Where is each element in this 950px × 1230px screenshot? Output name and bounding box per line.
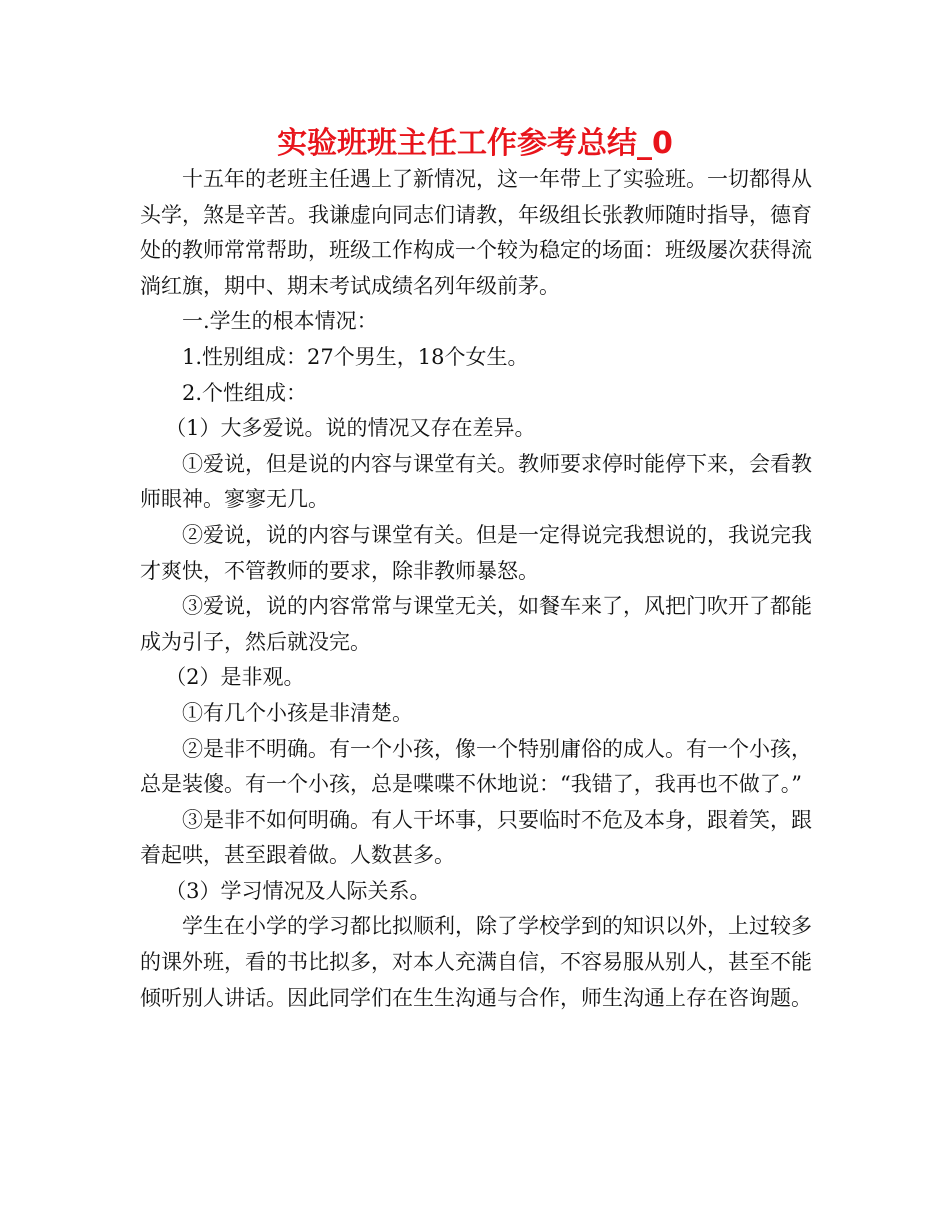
paragraph-point-2: ②是非不明确。有一个小孩，像一个特别庸俗的成人。有一个小孩，总是装傻。有一个小孩，总是喋喋不休地说：“我错了，我再也不做了。” [140,736,812,797]
list-item-gender: 1.性别组成：27个男生，18个女生。 [182,344,529,369]
list-item-personality: 2.个性组成： [182,380,308,405]
document-body [140,162,812,1016]
paragraph-point-2: ②爱说，说的内容与课堂有关。但是一定得说完我想说的，我说完我才爽快，不管教师的要求，除非教师暴怒。 [140,522,812,583]
paragraph-point-1: ①有几个小孩是非清楚。 [182,700,413,725]
subsection-heading-right-wrong: （2）是非观。 [165,665,305,690]
document-title: 实验班班主任工作参考总结_0 [277,126,673,161]
section-heading: 一.学生的根本情况： [182,309,378,334]
paragraph-point-3: ③爱说，说的内容常常与课堂无关，如餐车来了，风把门吹开了都能成为引子，然后就没完。 [140,594,812,654]
subsection-heading-study: （3）学习情况及人际关系。 [165,878,431,903]
paragraph-intro: 十五年的老班主任遇上了新情况，这一年带上了实验班。一切都得从头学，煞是辛苦。我谦虚向同志们请教，年级组长张教师随时指导，德育处的教师常常帮助，班级工作构成一个较为稳定的场面：班级屡次获得流淌红旗，期中、期末考试成绩名列年级前茅。 [140,167,812,298]
paragraph-study: 学生在小学的学习都比拟顺利，除了学校学到的知识以外，上过较多的课外班，看的书比拟多，对本人充满自信，不容易服从别人，甚至不能倾听别人讲话。因此同学们在生生沟通与合作，师生沟通上存在咨询题。 [140,914,812,1010]
paragraph-point-1: ①爱说，但是说的内容与课堂有关。教师要求停时能停下来，会看教师眼神。寥寥无几。 [140,451,812,512]
subsection-heading-talkative: （1）大多爱说。说的情况又存在差异。 [165,416,536,441]
paragraph-point-3: ③是非不如何明确。有人干坏事，只要临时不危及本身，跟着笑，跟着起哄，甚至跟着做。人数甚多。 [140,807,812,868]
